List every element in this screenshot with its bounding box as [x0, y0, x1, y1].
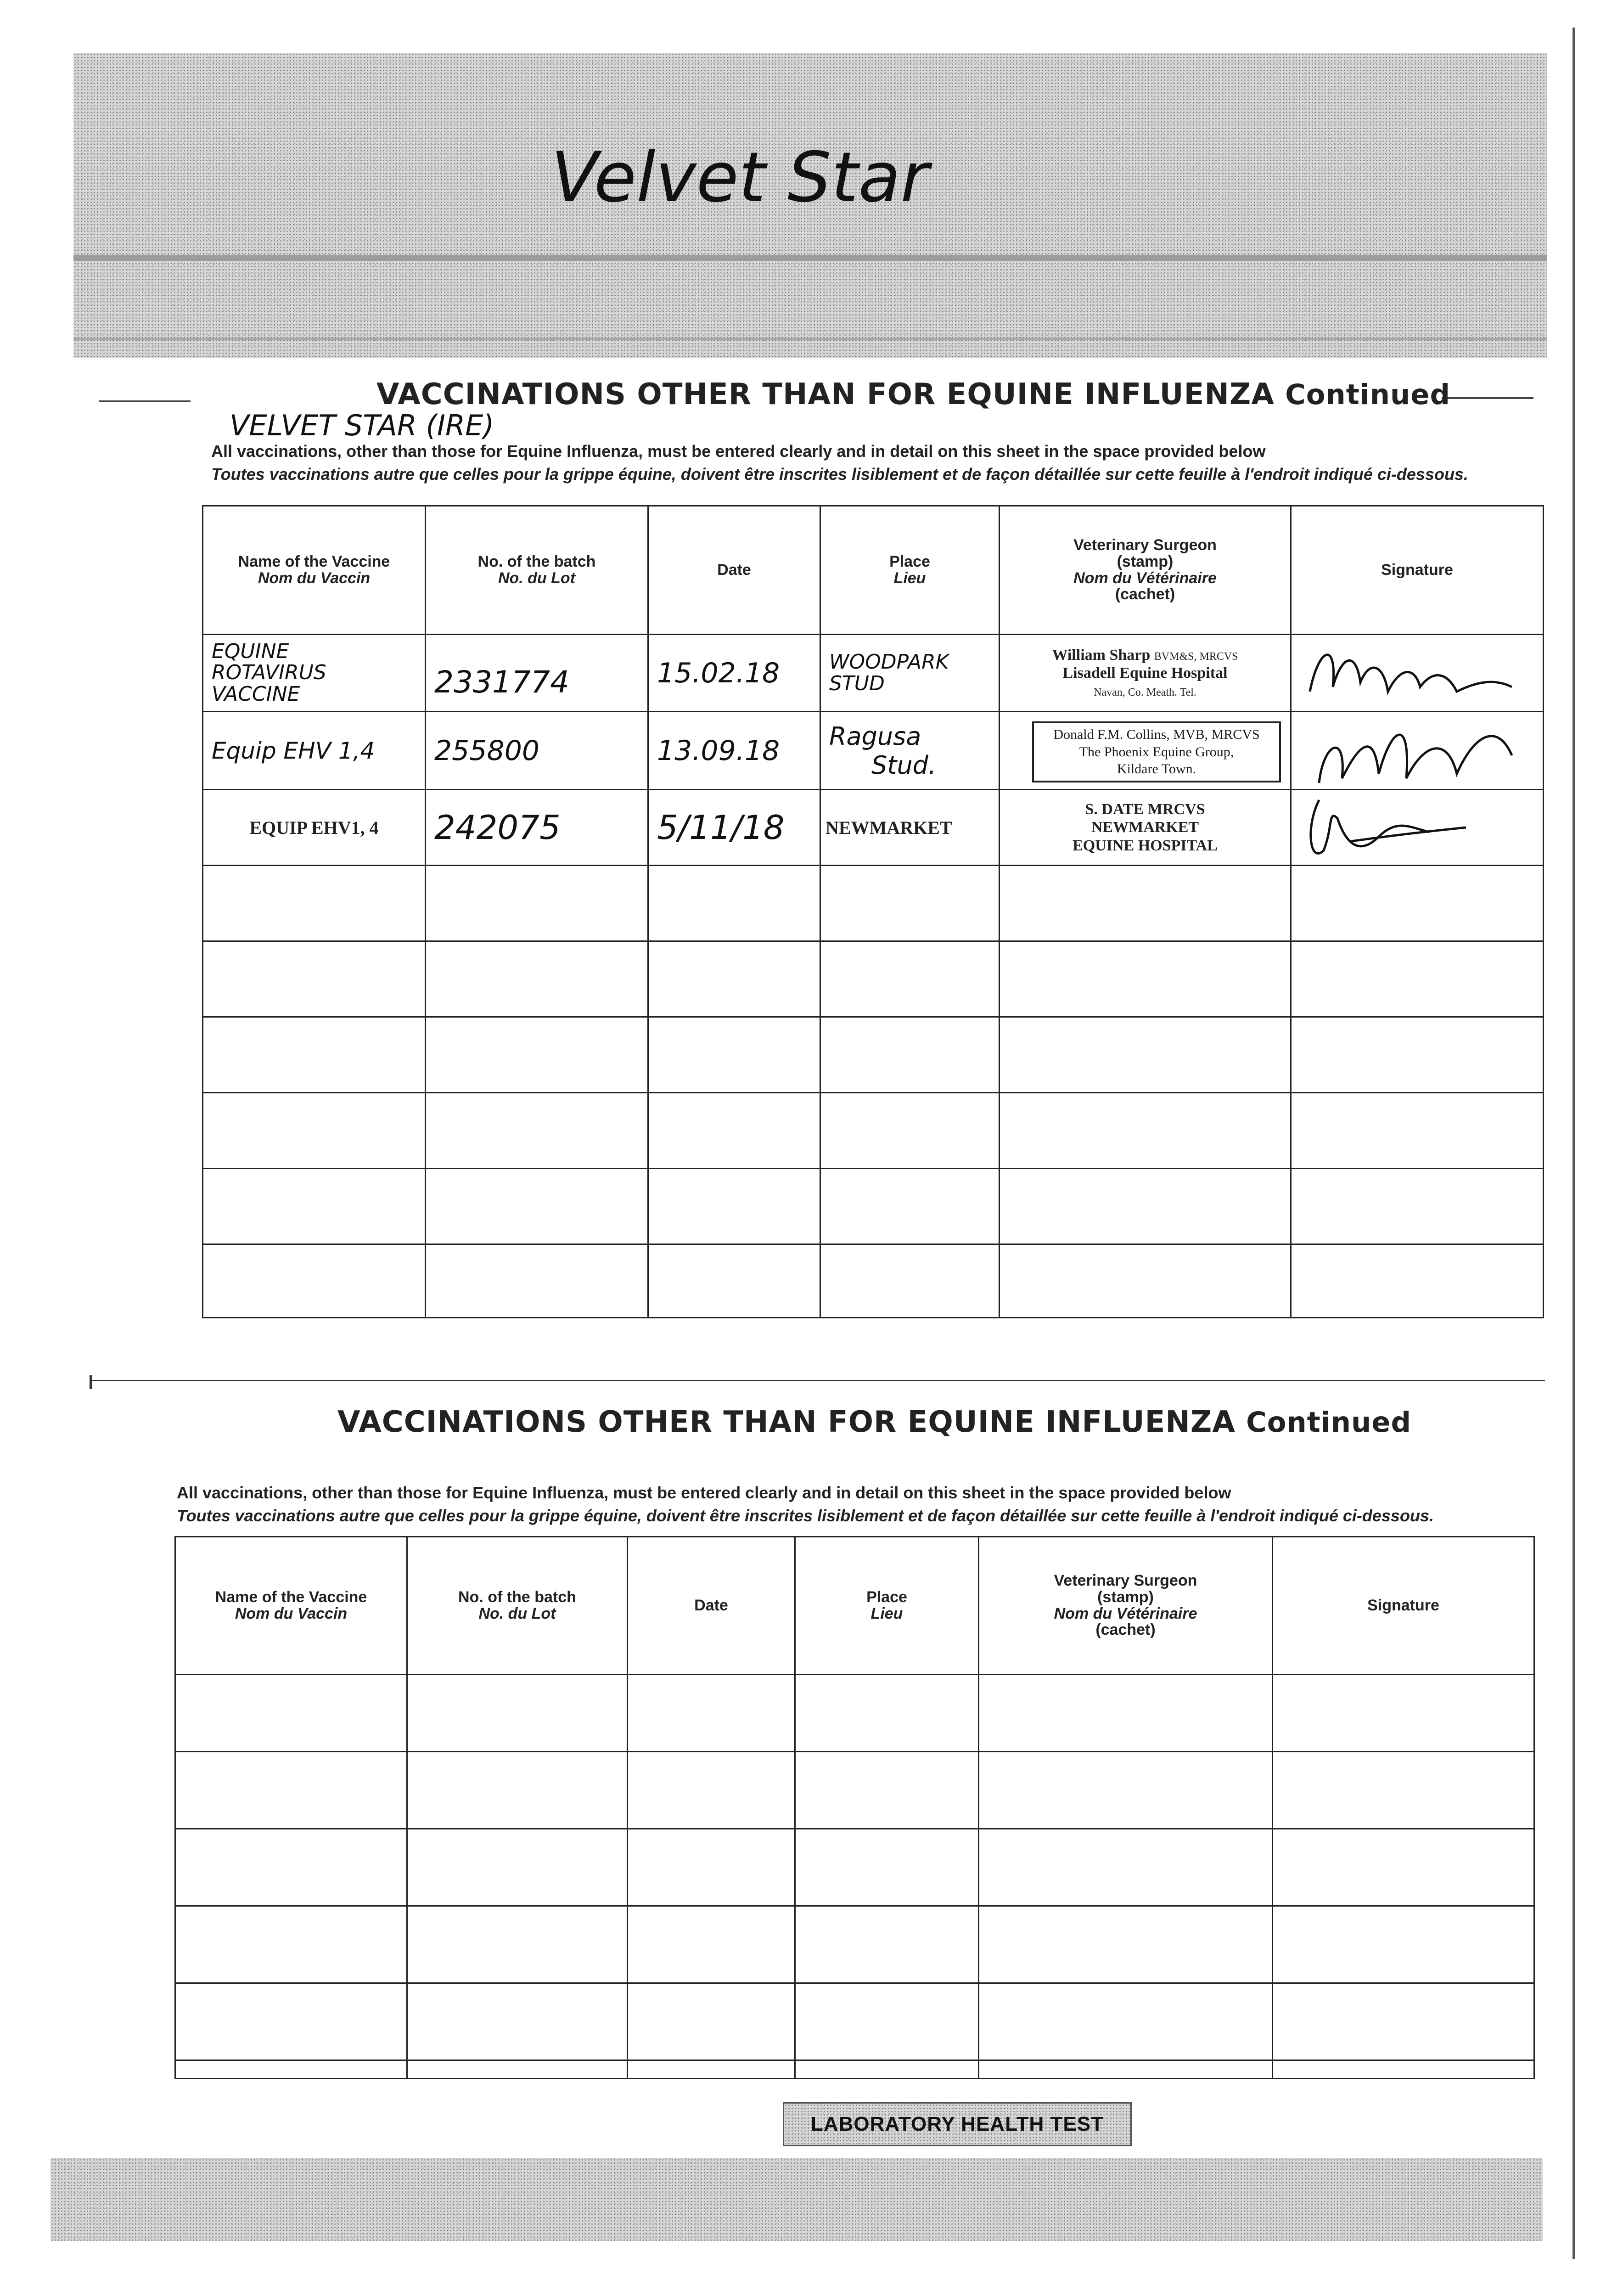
- section2-instruction-en: All vaccinations, other than those for Equine Influenza, must be entered clearly and in detail on this sheet in the space provided below: [177, 1483, 1231, 1502]
- date-cell: 5/11/18: [648, 790, 820, 866]
- batch-cell: 255800: [426, 712, 648, 790]
- table-row: [203, 1017, 1544, 1093]
- vet-stamp: William Sharp BVM&S, MRCVS Lisadell Equine Hospital Navan, Co. Meath. Tel.: [1052, 646, 1238, 699]
- vet-stamp-cell: [1000, 790, 1291, 866]
- laboratory-health-test-tab[interactable]: LABORATORY HEALTH TEST: [783, 2102, 1132, 2146]
- col-signature-header: Signature: [1273, 1537, 1534, 1675]
- signature-cell: [1291, 790, 1544, 866]
- header-divider-lower: [73, 338, 1547, 340]
- table-row: [175, 2060, 1534, 2079]
- signature-cell: [1291, 712, 1544, 790]
- vet-stamp: Donald F.M. Collins, MVB, MRCVS The Phoenix Equine Group, Kildare Town.: [1032, 721, 1281, 782]
- footer-scan-band: [51, 2158, 1543, 2241]
- col-place-header: Place Lieu: [795, 1537, 979, 1675]
- table-row: [203, 635, 1544, 712]
- place-cell: NEWMARKET: [820, 790, 1000, 866]
- table-row: [175, 1983, 1534, 2060]
- section-divider-tick: [90, 1375, 92, 1389]
- col-vaccine-header: Name of the Vaccine Nom du Vaccin: [203, 506, 426, 635]
- col-signature-header: Signature: [1291, 506, 1544, 635]
- page-edge-rule: [1572, 28, 1575, 2259]
- col-batch-header: No. of the batch No. du Lot: [407, 1537, 628, 1675]
- signature-mark: [1292, 636, 1539, 710]
- section2-instruction-fr: Toutes vaccinations autre que celles pour la grippe équine, doivent être inscrites lisiblement et de façon détaillée sur cette feuille à l'endroit indiqué ci-dessous.: [177, 1506, 1434, 1525]
- vaccine-cell: EQUINE ROTAVIRUS VACCINE: [203, 635, 426, 712]
- vet-stamp-cell: [1000, 635, 1291, 712]
- section1-instruction-fr: Toutes vaccinations autre que celles pour la grippe équine, doivent être inscrites lisiblement et de façon détaillée sur cette feuille à l'endroit indiqué ci-dessous.: [211, 465, 1468, 484]
- vaccine-cell: EQUIP EHV1, 4: [203, 790, 426, 866]
- table-row: [203, 866, 1544, 941]
- section1-instruction-en: All vaccinations, other than those for Equine Influenza, must be entered clearly and in detail on this sheet in the space provided below: [211, 442, 1266, 461]
- section1-left-dash: [99, 400, 191, 402]
- vaccine-cell: Equip EHV 1,4: [203, 712, 426, 790]
- section1-title: VACCINATIONS OTHER THAN FOR EQUINE INFLUENZA Continued: [376, 377, 1451, 411]
- horse-name-handwritten: Velvet Star: [551, 138, 929, 218]
- table-row: [175, 1675, 1534, 1752]
- table-row: [175, 1906, 1534, 1983]
- vet-stamp: S. DATE MRCVS NEWMARKET EQUINE HOSPITAL: [1073, 801, 1218, 854]
- table-row: [203, 712, 1544, 790]
- section1-horse-name: VELVET STAR (IRE): [230, 409, 494, 442]
- section2-table: [174, 1536, 1535, 2079]
- vet-stamp-cell: [1000, 712, 1291, 790]
- col-batch-header: No. of the batch No. du Lot: [426, 506, 648, 635]
- section-divider: [90, 1380, 1545, 1381]
- table-row: [203, 1169, 1544, 1244]
- table-row: [203, 790, 1544, 866]
- col-date-header: Date: [628, 1537, 795, 1675]
- section1-table: [202, 505, 1544, 1318]
- section2-title: VACCINATIONS OTHER THAN FOR EQUINE INFLUENZA Continued: [337, 1405, 1412, 1439]
- batch-cell: 242075: [426, 790, 648, 866]
- table-row: [175, 1829, 1534, 1906]
- place-cell: WOODPARK STUD: [820, 635, 1000, 712]
- col-place-header: Place Lieu: [820, 506, 1000, 635]
- table-row: [203, 1244, 1544, 1318]
- date-cell: 15.02.18: [648, 635, 820, 712]
- col-vet-header: Veterinary Surgeon (stamp) Nom du Vétérinaire (cachet): [1000, 506, 1291, 635]
- col-vaccine-header: Name of the Vaccine Nom du Vaccin: [175, 1537, 407, 1675]
- signature-cell: [1291, 635, 1544, 712]
- table-row: [175, 1752, 1534, 1829]
- section1-right-dash: [1442, 397, 1533, 399]
- batch-cell: 2331774: [426, 635, 648, 712]
- signature-mark: [1292, 791, 1539, 864]
- col-date-header: Date: [648, 506, 820, 635]
- header-divider: [73, 255, 1547, 261]
- table-header-row: [175, 1537, 1534, 1675]
- table-header-row: [203, 506, 1544, 635]
- table-row: [203, 1093, 1544, 1169]
- table-row: [203, 941, 1544, 1017]
- date-cell: 13.09.18: [648, 712, 820, 790]
- place-cell: Ragusa Stud.: [820, 712, 1000, 790]
- col-vet-header: Veterinary Surgeon (stamp) Nom du Vétérinaire (cachet): [979, 1537, 1273, 1675]
- signature-mark: [1292, 714, 1539, 788]
